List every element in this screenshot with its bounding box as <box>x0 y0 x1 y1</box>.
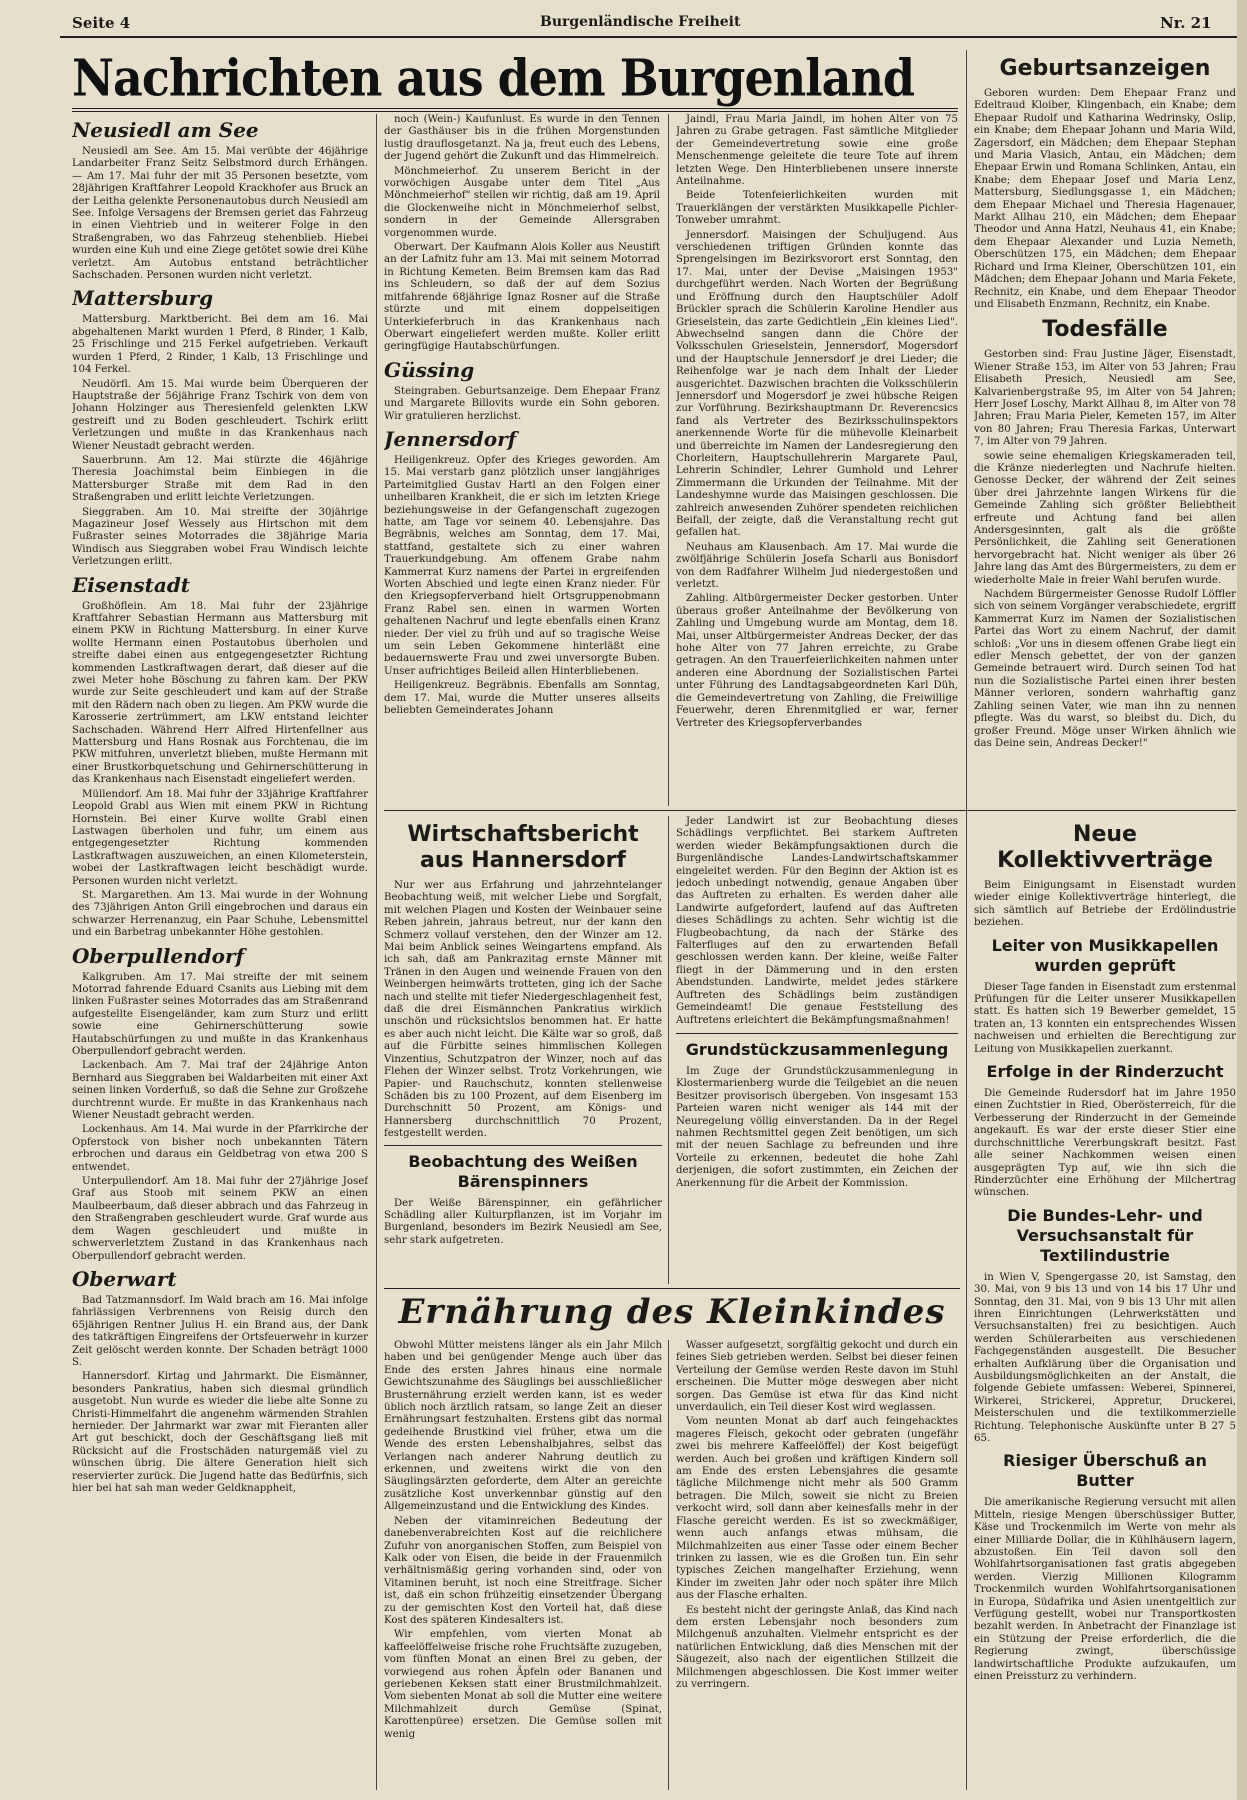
article-heiligenkreuz: Heiligenkreuz. Opfer des Krieges geworden. Am 15. Mai verstarb ganz plötzlich unser langjähriges Parteimitglied Gustav Hartl an den Folgen einer unheilbaren Krankheit, die er sich im letzten Kriege beziehungsweise in der Gefangenschaft zugezogen hatte, am Tage vor seinem 40. Lebensjahre. Das Begräbnis, welches am Sonntag, dem 17. Mai, stattfand, gestaltete sich zu einer wahren Trauerkundgebung. Am offenem Grabe nahm Kammerrat Kurz namens der Partei in ergreifenden Worten Abschied und legte einen Kranz nieder. Für den Kriegsopferverband hielt Ortsgruppenobmann Franz Rabel sen. einen in warmen Worten gehaltenen Nachruf und legte ebenfalls einen Kranz nieder. Der viel zu früh und auf so tragische Weise um sein Leben Gekommene hinterläßt eine bedauernswerte Frau und zwei unversorgte Buben. Unser aufrichtiges Beileid allen Hinterbliebenen. <box>384 454 660 677</box>
article-bad-tatzmannsdorf: Bad Tatzmannsdorf. Im Wald brach am 16. Mai infolge fahrlässigen Verbrennens von Reisig durch den 65jährigen Rentner Julius H. ein Brand aus, der Dank des tatkräftigen Eingreifens der Ortsfeuerwehr in kurzer Zeit gelöscht werden konnte. Der Schaden beträgt 1000 S. <box>72 1294 368 1368</box>
kollektiv-text: Beim Einigungsamt in Eisenstadt wurden wieder einige Kollektivverträge hinterlegt, die sich sämtlich auf Betriebe der Erdölindustrie beziehen. <box>974 880 1236 929</box>
ernaehrung-text-3: Wir empfehlen, vom vierten Monat ab kaffeelöffelweise frische rohe Fruchtsäfte zuzugeben, vom fünften Monat an einen Brei zu geben, der vorwiegend aus rohen Äpfeln oder Bananen und geriebenen Keksen statt einer Brustmilchmahlzeit. Vom siebenten Monat ab soll die Mutter eine weitere Milchmahlzeit durch Gemüse (Spinat, Karottenpüree) ersetzen. Die Gemüse sollen mit wenig <box>384 1629 662 1740</box>
article-zahling-cont: sowie seine ehemaligen Kriegskameraden teil, die Kränze niederlegten und Nachrufe hielten. Genosse Decker, der während der Zeit seines über drei Jahrzehnte langen Wirkens für die Gemeinde Zahling sich größter Beliebtheit erfreute und Achtung fand bei allen Andersgesinnten, galt als die größte Persönlichkeit, die Zahling seit Generationen hervorgebracht hat. Nicht weniger als über 26 Jahre lang das Amt des Bürgermeisters, zu dem er wiederholte Male in freier Wahl berufen wurde. <box>974 450 1236 586</box>
article-lockenhaus: Lockenhaus. Am 14. Mai wurde in der Pfarrkirche der Opferstock von bisher noch unbekannten Tätern erbrochen und daraus ein Geldbetrag von etwa 200 S entwendet. <box>72 1124 368 1173</box>
page-header <box>0 0 1247 40</box>
rinderzucht-text: Die Gemeinde Rudersdorf hat im Jahre 1950 einen Zuchtstier in Ried, Oberösterreich, für die Verbesserung der Rinderzucht in der Gemeinde angekauft. Es war der erste dieser Stier eine durchschnittliche Vererbungskraft besitzt. Fast alle seiner Nachkommen weisen einen ausgeprägten Typ auf, wie ihn sich die Rinderzüchter eine Erhöhung der Milchertrag wünschen. <box>974 1088 1236 1199</box>
musikkapellen-text: Dieser Tage fanden in Eisenstadt zum erstenmal Prüfungen für die Leiter unserer Musikkapellen statt. Es hatten sich 19 Bewerber gemeldet, 15 traten an, 13 konnten ein entsprechendes Wissen nachweisen und erhielten die Berechtigung zur Leitung von Musikkapellen zuerkannt. <box>974 981 1236 1055</box>
article-lackenbach: Lackenbach. Am 7. Mai traf der 24jährige Anton Bernhard aus Sieggraben bei Waldarbeiten mit einer Axt seinen linken Vorderfuß, so daß die Sehne zur Großzehe durchtrennt wurde. Er mußte in das Krankenhaus nach Wiener Neustadt gebracht werden. <box>72 1060 368 1122</box>
wirtschaft-column-2 <box>676 816 958 1286</box>
births-list: Geboren wurden: Dem Ehepaar Franz und Edeltraud Kloiber, Klingenbach, ein Knabe; dem Ehepaar Rudolf und Katharina Wedrinsky, Oslip, ein Knabe; dem Ehepaar Johann und Maria Wild, Zagersdorf, ein Mädchen; dem Ehepaar Stephan und Maria Vlasich, Antau, ein Mädchen; dem Ehepaar Erwin und Romana Schlinken, Antau, ein Knabe; dem Ehepaar Josef und Maria Lenz, Mattersburg, Siedlungsgasse 1, ein Mädchen; dem Ehepaar Michael und Theresia Hagenauer, Markt Allhau 210, ein Mädchen; dem Ehepaar Theodor und Anna Hatzl, Neuhaus 41, ein Knabe; dem Ehepaar Alexander und Luzia Nemeth, Oberschützen 175, ein Mädchen; dem Ehepaar Richard und Irma Kleiner, Oberschützen 101, ein Mädchen; dem Ehepaar Johann und Maria Fekete, Rechnitz, ein Knabe, und dem Ehepaar Theodor und Elisabeth Enzmann, Rechnitz, ein Knabe. <box>974 88 1236 310</box>
article-steingraben: Steingraben. Geburtsanzeige. Dem Ehepaar Franz und Margarete Billovits wurde ein Sohn geboren. Wir gratulieren herzlichst. <box>384 385 660 422</box>
section-rule <box>384 1145 662 1146</box>
article-heiligenkreuz-begraebnis: Heiligenkreuz. Begräbnis. Ebenfalls am Sonntag, dem 17. Mai, wurde die Mutter unseres allseits beliebten Gemeinderates Johann <box>384 680 660 717</box>
wirtschaft-heading: Wirtschaftsbericht aus Hannersdorf <box>407 822 639 873</box>
oberwart-heading: Oberwart <box>72 1266 177 1291</box>
butter-heading: Riesiger Überschuß an Butter <box>1003 1451 1207 1491</box>
wirtschaft-text: Nur wer aus Erfahrung und jahrzehntelanger Beobachtung weiß, mit welcher Liebe und Sorgfalt, mit welchen Plagen und Kosten der Weinbauer seine Reben jahrein, jahraus betreut, nur der kann den Schmerz vollauf verstehen, den der Winzer am 12. Mai beim Anblick seines Weingartens empfand. Als ich sah, daß am Pankrazitag ernste Männer mit Tränen in den Augen und weinende Frauen von den Weinbergen heimwärts trotteten, ging ich der Sache nach und stellte mit tiefer Niedergeschlagenheit fest, daß die drei Eismännchen Pankratius wirklich unschön und rücksichtslos benommen hat. Er hatte es aber auch nicht leicht. Die Kälte war so groß, daß auf die Fürbitte seines himmlischen Kollegen Vinzentius, Schutzpatron der Winzer, noch auf das Flehen der Winzer selbst. Trotz Vorkehrungen, wie Papier- und Rauchschutz, konnten stellenweise Schäden bis zu 100 Prozent, auf dem Eisenberg im Durchschnitt 50 Prozent, am Königs- und Hannersberg durchschnittlich 70 Prozent, festgestellt werden. <box>384 880 662 1140</box>
ernaehrung-column-2 <box>676 1340 958 1792</box>
ernaehrung-column-1 <box>384 1340 662 1792</box>
article-neuhaus: Neuhaus am Klausenbach. Am 17. Mai wurde die zwölfjährige Schülerin Josefa Scharli aus Bonisdorf von dem Radfahrer Wilhelm Jud niedergestoßen und verletzt. <box>676 541 958 591</box>
section-rule <box>384 1288 960 1289</box>
births-heading: Geburtsanzeigen <box>999 56 1211 81</box>
wirtschaft-column-1 <box>384 816 662 1286</box>
column-1 <box>72 114 368 1794</box>
column-divider <box>966 50 967 1790</box>
section-rule <box>384 810 1236 811</box>
header-rule <box>60 36 1239 38</box>
column-2 <box>384 114 660 804</box>
section-masthead: Nachrichten aus dem Burgenland <box>72 48 915 108</box>
eisenstadt-heading: Eisenstadt <box>72 572 191 597</box>
ernaehrung-text-5: Vom neunten Monat ab darf auch feingehacktes mageres Fleisch, gekocht oder gebraten (ungefähr zwei bis mehrere Kaffeelöffel) der Kost beigefügt werden. Auch bei großen und kräftigen Kindern soll am Ende des ersten Lebensjahres die gesamte tägliche Milchmenge nicht mehr als 500 Gramm betragen. Die Milch, soweit sie nicht zu Breien verkocht wird, soll dann aber keinesfalls mehr in der Flasche gereicht werden. Es ist so zweckmäßiger, wenn auch anfangs etwas mühsam, die Milchmahlzeiten aus einer Tasse oder einem Becher trinken zu lassen, wie es die Großen tun. Ein sehr typisches Zeichen mangelhafter Erziehung, wenn Kinder im zweiten Jahr oder noch später ihre Milch aus der Flasche erhalten. <box>676 1416 958 1602</box>
column-3 <box>676 114 958 804</box>
deaths-list: Gestorben sind: Frau Justine Jäger, Eisenstadt, Wiener Straße 153, im Alter von 53 Jahren; Frau Elisabeth Presich, Neusiedl am See, Kalvarienbergstraße 95, im Alter von 54 Jahren; Herr Josef Loschy, Markt Allhau 8, im Alter von 78 Jahren; Frau Maria Pieler, Kemeten 157, im Alter von 80 Jahren; Frau Theresia Farkas, Unterwart 7, im Alter von 79 Jahren. <box>974 349 1236 448</box>
column-divider <box>668 816 669 1284</box>
baerenspinner-text: Der Weiße Bärenspinner, ein gefährlicher Schädling aller Kulturpflanzen, ist im Vorjahr im Burgenland, besonders im Bezirk Neusiedl am See, sehr stark aufgetreten. <box>384 1197 662 1246</box>
butter-text: Die amerikanische Regierung versucht mit allen Mitteln, riesige Mengen überschüssiger Butter, Käse und Trockenmilch im Werte von mehr als einer Milliarde Dollar, die in Kühlhäusern lagern, abzustoßen. Ein Teil davon soll den Wohlfahrtsorganisationen fast gratis abgegeben werden. Vierzig Millionen Kilogramm Trockenmilch wurden Wohlfahrtsorganisationen in Europa, Südafrika und Asien unentgeltlich zur Verfügung gestellt, wobei nur Transportkosten bezahlt werden. In Anbetracht der Finanzlage ist ein Stützung der Preise erforderlich, die die Regierung zwingt, überschüssige landwirtschaftliche Produkte aufzukaufen, um einen Preissturz zu verhindern. <box>974 1497 1236 1683</box>
article-muellendorf: Müllendorf. Am 18. Mai fuhr der 33jährige Kraftfahrer Leopold Grabl aus Wien mit einem PKW in Richtung Hornstein. Bei einer Kurve wollte Grabl einen Lastwagen überholen und fuhr, um einem aus entgegengesetzter Richtung kommenden Lastkraftwagen auszuweichen, an einen Kilometerstein, wobei der Lastkraftwagen leicht beschädigt wurde. Personen wurden nicht verletzt. <box>72 788 368 887</box>
musikkapellen-heading: Leiter von Musikkapellen wurden geprüft <box>991 935 1219 975</box>
article-zahling-nachruf: Nachdem Bürgermeister Genosse Rudolf Löffler sich von seinem Vorgänger verabschiedete, ergriff Kammerrat Kurz im Namen der Sozialistischen Partei das Wort zu einem Nachruf, der damit schloß: „Vor uns in diesem offenen Grabe liegt ein edler Mensch gebettet, der von der ganzen Gemeinde betrauert wird. Durch seinen Tod hat nun die Sozialistische Partei einen ihrer besten Männer verloren, sondern wahrhaftig ganz Zahling seinen Vater, wie man ihn zu nennen pflegte. Was du warst, so bleibst du. Dich, du großer Freund. Möge unser Wirken ähnlich wie das Deine sein, Andreas Decker!" <box>974 589 1236 749</box>
article-st-margarethen: St. Margarethen. Am 13. Mai wurde in der Wohnung des 73jährigen Anton Grill eingebrochen und daraus ein schwarzer Herrenanzug, ein Paar Schuhe, Lebensmittel und ein Barbetrag unbekannter Höhe gestohlen. <box>72 889 368 939</box>
jennersdorf-heading: Jennersdorf <box>384 426 517 451</box>
article-oberwart: Oberwart. Der Kaufmann Alois Koller aus Neustift an der Lafnitz fuhr am 13. Mai mit seinem Motorrad in Richtung Kemeten. Beim Bremsen kam das Rad ins Schleudern, so daß der auf dem Sozius mitfahrende 68jährige Ignaz Rosner auf die Straße stürzte und mit einem doppelseitigen Unterkieferbruch in das Krankenhaus nach Oberwart eingeliefert werden mußte. Koller erlitt geringfügige Hautabschürfungen. <box>384 242 660 353</box>
grundstueck-heading: Grundstückzusammenlegung <box>685 1039 949 1059</box>
article-neudoerfl: Neudörfl. Am 15. Mai wurde beim Überqueren der Hauptstraße der 56jährige Franz Tschirk von dem von Johann Holzinger aus Theresienfeld gelenkten LKW gestreift und zu Boden geschleudert. Tschirk erlitt Verletzungen und mußte in das Krankenhaus nach Wiener Neustadt gebracht werden. <box>72 378 368 452</box>
column-divider <box>668 114 669 806</box>
column-divider <box>668 1340 669 1790</box>
section-rule <box>676 1033 958 1034</box>
kollektiv-heading: Neue Kollektivverträge <box>997 822 1213 873</box>
article-hannersdorf: Hannersdorf. Kirtag und Jahrmarkt. Die Eismänner, besonders Pankratius, haben sich diesmal gründlich ausgetobt. Nun wurde es wieder die liebe alte Sonne zu Christi-Himmelfahrt die angenehm wärmenden Strahlen hernieder. Der Jahrmarkt war zwar mit Fieranten aller Art gut beschickt, doch der Geschäftsgang ließ mit Rücksicht auf die Frostschäden naturgemäß viel zu wünschen übrig. Die ältere Generation hielt sich reservierter zurück. Die Jugend hatte das Bedürfnis, sich hier bei hat sah man weder Geldknappheit, <box>72 1371 368 1494</box>
article-kalkgruben: Kalkgruben. Am 17. Mai streifte der mit seinem Motorrad fahrende Eduard Csanits aus Liebing mit dem linken Fußraster seines Motorrades das am Straßenrand aufgestellte Eisengeländer, kam zum Sturz und erlitt sowie eine Gehirnerschütterung sowie Hautabschürfungen zu und mußte in das Krankenhaus Oberpullendorf gebracht werden. <box>72 971 368 1057</box>
article-sieggraben: Sieggraben. Am 10. Mai streifte der 30jährige Magazineur Josef Wessely aus Hirtschon mit dem Fußraster seines Motorrades die 38jährige Maria Windisch aus Sieggraben wobei Frau Windisch leichte Verletzungen erlitt. <box>72 506 368 568</box>
masthead-rule <box>72 108 958 112</box>
article-hannersdorf-cont: noch (Wein-) Kaufunlust. Es wurde in den Tennen der Gasthäuser bis in die frühen Morgenstunden lustig drauflosgetanzt. Na ja, freut euch des Lebens, der Jugend gehört die Zukunft und das Himmelreich. <box>384 114 660 163</box>
page-number-label: Seite 4 <box>72 14 131 32</box>
textil-heading: Die Bundes-Lehr- und Versuchsanstalt für Textilindustrie <box>1007 1205 1203 1265</box>
article-neusiedl: Neusiedl am See. Am 15. Mai verübte der 46jährige Landarbeiter Franz Seitz Selbstmord durch Erhängen. — Am 17. Mai fuhr der mit 35 Personen besetzte, vom 28jährigen Kraftfahrer Leopold Krackhofer aus Bruck an der Leitha gelenkte Personenautobus durch Neusiedl am See. Infolge Versagens der Bremsen geriet das Fahrzeug in einen Viehtrieb und in weiterer Folge in den Straßengraben, wo das Fahrzeug stehenblieb. Hiebei wurden eine Kuh und eine Ziege getötet sowie drei Kühe verletzt. Am Autobus entstand beträchtlicher Sachschaden. Personen wurden nicht verletzt. <box>72 146 368 282</box>
oberpullendorf-heading: Oberpullendorf <box>72 943 245 968</box>
ernaehrung-text-2: Neben der vitaminreichen Bedeutung der danebenverabreichten Kost auf die reichlichere Zufuhr von anorganischen Stoffen, zum Beispiel von Kalk oder von Eisen, die beide in der Frauenmilch verhältnismäßig gering vorhanden sind, oder von Vitaminen beruht, ist noch eine Streitfrage. Sicher ist, daß ein schon frühzeitig einsetzender Übergang zu der gemischten Kost den Vorteil hat, daß diese Kost des späteren Kindesalters ist. <box>384 1515 662 1626</box>
baerenspinner-text-cont: Jeder Landwirt ist zur Beobachtung dieses Schädlings verpflichtet. Bei starkem Auftreten werden wieder Bekämpfungsaktionen durch die Burgenländische Landes-Landwirtschaftskammer eingeleitet werden. Für den Beginn der Aktion ist es jedoch unbedingt notwendig, genaue Angaben über das Auftreten zu erhalten. Es werden daher alle Landwirte aufgefordert, laufend auf das Auftreten dieses Schädlings zu achten. Sehr wichtig ist die Flugbeobachtung, da nach der Stärke des Falterfluges auf den zu erwartenden Befall geschlossen werden kann. Der kleine, weiße Falter fliegt in der Dämmerung und in den ersten Abendstunden. Landwirte, meldet jedes stärkere Auftreten des Schädlings beim zuständigen Gemeindeamt! Die genaue Feststellung des Auftretens erleichtert die Bekämpfungsmaßnahmen! <box>676 816 958 1026</box>
ernaehrung-text-6: Es besteht nicht der geringste Anlaß, das Kind nach dem ersten Lebensjahr noch besonders zum Milchgenuß anzuhalten. Vielmehr entspricht es der natürlichen Entwicklung, daß dies Menschen mit der Säugezeit, also nach der eigentlichen Stillzeit die Milchmengen abgeschlossen. Die Kost immer weiter zu verringern. <box>676 1604 958 1690</box>
textil-text: in Wien V, Spengergasse 20, ist Samstag, den 30. Mai, von 9 bis 13 und von 14 bis 17 Uhr und Sonntag, den 31. Mai, von 9 bis 13 Uhr mit allen ihren Einrichtungen (Lehrwerkstätten und Versuchsanstalten) frei zu besichtigen. Auch werden Schülerarbeiten aus verschiedenen Fachgegenständen ausgestellt. Die Besucher erhalten Aufklärung über die Organisation und Ausbildungsmöglichkeiten an der Anstalt, die folgende Gebiete umfassen: Weberei, Spinnerei, Wirkerei, Strickerei, Appretur, Druckerei, Meisterschulen und die textilkommerzielle Richtung. Telephonische Auskünfte unter B 27 5 65. <box>974 1271 1236 1444</box>
ernaehrung-heading: Ernährung des Kleinkindes <box>398 1292 946 1332</box>
issue-number: Nr. 21 <box>1160 14 1212 32</box>
mattersburg-heading: Mattersburg <box>72 286 214 311</box>
grundstueck-text: Im Zuge der Grundstückzusammenlegung in Klostermarienberg wurde die Teilgebiet an die neuen Besitzer provisorisch übergeben. Von insgesamt 153 Parteien waren nicht weniger als 144 mit der Neuregelung völlig einverstanden. Da in der Regel nahmen Rechtsmittel gegen Zeit benötigen, um sich mit der neuen Sachlage zu befreunden und ihre Vorteile zu erkennen, bedeutet die hohe Zahl derjenigen, die sofort zustimmten, ein Zeichen der Anerkennung für die Arbeit der Kommission. <box>676 1065 958 1189</box>
ernaehrung-text-1: Obwohl Mütter meistens länger als ein Jahr Milch haben und bei genügender Menge auch über das Ende des ersten Jahres hinaus eine normale Gewichtszunahme des Säuglings bei ausschließlicher Brusternährung erzielt werden kann, ist es weder üblich noch ärztlich ratsam, so lange Zeit an dieser Ernährungsart festzuhalten. Erstens gibt das normal gedeihende Brustkind viel früher, etwa um die Wende des ersten Lebenshalbjahres, selbst das Verlangen nach anderer Nahrung deutlich zu erkennen, und zweitens wirkt die von den Säuglingsärzten geforderte, dem Alter an gereichte zusätzliche Kost unverkennbar günstig auf den Allgemeinzustand und die Entwicklung des Kindes. <box>384 1340 662 1513</box>
deaths-heading: Todesfälle <box>1042 317 1168 343</box>
article-moenchmeierhof: Mönchmeierhof. Zu unserem Bericht in der vorwöchigen Ausgabe unter dem Titel „Aus Mönchmeierhof" stellen wir richtig, daß am 19. April die Glockenweihe nicht in Mönchmeierhof selbst, sondern in der Gemeinde Allersgraben vorgenommen wurde. <box>384 165 660 239</box>
neusiedl-heading: Neusiedl am See <box>72 118 259 142</box>
paper-edge <box>1237 0 1247 1800</box>
column-divider <box>376 114 377 1790</box>
guessing-heading: Güssing <box>384 357 475 382</box>
article-jennersdorf: Jennersdorf. Maisingen der Schuljugend. Aus verschiedenen triftigen Gründen konnte das Sprengelsingen im Bezirksvorort erst Sonntag, den 17. Mai, unter der Devise „Maisingen 1953" durchgeführt werden. Nach Worten der Begrüßung und Eröffnung durch den Hauptschüler Adolf Brückler sprach die Schülerin Karoline Hendler aus Grieselstein, das zarte Gedichtlein „Ein kleines Lied". Abwechselnd sangen dann die Chöre der Volksschulen Grieselstein, Jennersdorf, Mogersdorf und der Hauptschule Jennersdorf je drei Lieder; die Reihenfolge war je nach dem Inhalt der Lieder ausgerichtet. Dazwischen brachten die Volksschülerin Jennersdorf und Mogersdorf je zwei hübsche Reigen zur Vorführung. Bezirkshauptmann Dr. Reverencsics fand als Vertreter des Bezirksschulinspektors anerkennende Worte für die mühevolle Kleinarbeit und überreichte im Namen der Landesregierung den Chorleitern, Hauptschullehrerin Margarete Paul, Lehrerin Schindler, Lehrer Gumhold und Lehrer Zimmermann die Urkunden der Teilnahme. Mit der Landeshymne wurde das Maisingen geschlossen. Die zahlreich anwesenden Zuhörer spendeten reichlichen Beifall, der zeigte, daß die Veranstaltung recht gut gefallen hat. <box>676 229 958 539</box>
article-mattersburg: Mattersburg. Marktbericht. Bei dem am 16. Mai abgehaltenen Markt wurden 1 Pferd, 8 Rinder, 1 Kalb, 25 Frischlinge und 215 Ferkel aufgetrieben. Verkauft wurden 1 Pferd, 2 Rinder, 1 Kalb, 13 Frischlinge und 104 Ferkel. <box>72 314 368 376</box>
ernaehrung-text-4: Wasser aufgesetzt, sorgfältig gekocht und durch ein feines Sieb getrieben werden. Selbst bei dieser feinen Verteilung der Gemüse werden Reste davon im Stuhl erscheinen. Die Mutter möge deswegen aber nicht sorgen. Das Gemüse ist etwa für das Kind nicht unverdaulich, ein Teil dieser Kost wird weglassen. <box>676 1340 958 1414</box>
rinderzucht-heading: Erfolge in der Rinderzucht <box>986 1062 1224 1082</box>
article-totenfeier: Beide Totenfeierlichkeiten wurden mit Trauerklängen der verstärkten Musikkapelle Pichler-Tonweber umrahmt. <box>676 190 958 227</box>
sidebar-announcements <box>974 50 1236 810</box>
article-zahling: Zahling. Altbürgermeister Decker gestorben. Unter überaus großer Anteilnahme der Bevölkerung von Zahling und Umgebung wurde am Montag, dem 18. Mai, unser Altbürgermeister Andreas Decker, der das hohe Alter von 77 Jahren erreichte, zu Grabe getragen. An den Trauerfeierlichkeiten nahmen unter anderen eine Abordnung der Sozialistischen Partei unter Führung des Landtagsabgeordneten Karl Düh, die Gemeindevertretung von Zahling, die Freiwillige Feuerwehr, deren Ehrenmitglied er war, ferner Vertreter des Kriegsopferverbandes <box>676 593 958 729</box>
baerenspinner-heading: Beobachtung des Weißen Bärenspinners <box>408 1151 638 1191</box>
article-sauerbrunn: Sauerbrunn. Am 12. Mai stürzte die 46jährige Theresia Joachimstal beim Einbiegen in die Mattersburger Straße mit dem Rad in den Straßengraben und erlitt leichte Verletzungen. <box>72 454 368 504</box>
article-jaindl: Jaindl, Frau Maria Jaindl, im hohen Alter von 75 Jahren zu Grabe getragen. Fast sämtliche Mitglieder der Gemeindevertretung sowie eine große Menschenmenge geleitete die teure Tote auf ihrem letzten Wege. Den Hinterbliebenen unsere innerste Anteilnahme. <box>676 114 958 188</box>
article-grosshoeflein: Großhöflein. Am 18. Mai fuhr der 23jährige Kraftfahrer Sebastian Hermann aus Mattersburg mit einem PKW in Richtung Mattersburg. In einer Kurve wollte Hermann einen Postautobus überholen und streifte dabei einen aus entgegengesetzter Richtung kommenden Lastkraftwagen derart, daß dieser auf die zwei Meter hohe Böschung zu fahren kam. Der PKW wurde zur Seite geschleudert und kam auf der Straße mit den Rädern nach oben zu liegen. Am PKW wurde die Karosserie zertrümmert, am LKW entstand leichter Sachschaden. Während Herr Alfred Hirtenfellner aus Mattersburg und Hans Rosnak aus Forchtenau, die im PKW mitfuhren, unverletzt blieben, mußte Hermann mit einer Brustkorbquetschung und Gehirnerschütterung in das Krankenhaus nach Eisenstadt eingeliefert werden. <box>72 600 368 786</box>
sidebar-news <box>974 816 1236 1790</box>
article-unterpullendorf: Unterpullendorf. Am 18. Mai fuhr der 27jährige Josef Graf aus Stoob mit seinem PKW an einen Maulbeerbaum, daß dieser abbrach und das Fahrzeug in den Straßengraben geschleudert wurde. Graf wurde aus dem Wagen geschleudert und mußte in schwerverletztem Zustand in das Krankenhaus nach Oberpullendorf gebracht werden. <box>72 1176 368 1262</box>
newspaper-name: Burgenländische Freiheit <box>540 14 741 30</box>
